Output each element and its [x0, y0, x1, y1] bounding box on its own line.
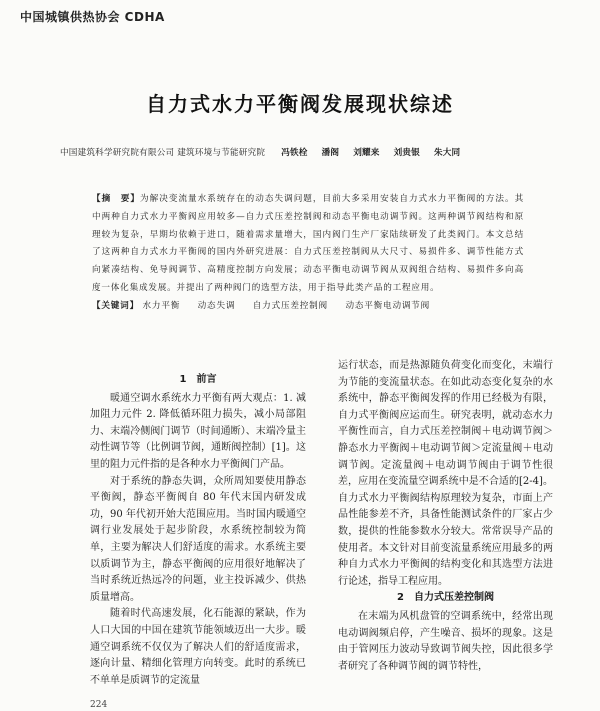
affiliation: 中国建筑科学研究院有限公司 建筑环境与节能研究院	[60, 148, 266, 158]
keywords-label: 【关键词】	[92, 300, 139, 311]
paragraph: 对于系统的静态失调，众所周知要使用静态平衡阀，静态平衡阀自 80 年代末国内研发成功，90 年代初开始大范围应用。当时国内暖通空调行业发展处于起步阶段，水系统控制较为简单，主要为解决人们舒适度的需求。水系统主要以质调节为主，静态平衡阀的应用很好地解决了当时系统近热远冷的问题，业主投诉减少、供热质量增高。	[90, 475, 306, 603]
author-name: 刘贵银	[393, 148, 420, 158]
paragraph: 暖通空调水系统水力平衡有两大观点：1. 减加阻力元件 2. 降低循环阻力损失，减小局部阻力、末端冷侧阀门调节（时间通断）、末端冷量主动性调节等（比例调节阀，通断阀控制）[1]。这里的阻力元件指的是各种水力平衡阀门产品。	[90, 392, 306, 470]
paragraph: 运行状态，而是热源随负荷变化而变化，末端行为节能的变流量状态。在如此动态变化复杂的水系统中，静态平衡阀发挥的作用已经极为有限，自力式平衡阀应运而生。研究表明，就动态水力平衡性而言，自力式压差控制阀＋电动调节阀＞静态水力平衡阀＋电动调节阀＞定流量阀＋电动调节阀。定流量阀＋电动调节阀由于调节性很差，应用在变流量空调系统中是不合适的[2-4]。自力式水力平衡阀结构原理较为复杂，市面上产品性能参差不齐，具备性能测试条件的厂家占少数，提供的性能参数水分较大。常常误导产品的使用者。本文针对目前变流量系统应用最多的两种自力式水力平衡阀的结构变化和其选型方法进行论述，指导工程应用。	[338, 360, 553, 587]
author-name: 冯铁栓	[281, 148, 308, 158]
keyword: 动态平衡电动调节阀	[345, 300, 431, 311]
keyword: 动态失调	[197, 300, 236, 311]
abstract-label: 【摘 要】	[92, 194, 141, 204]
author-name: 朱大同	[433, 148, 461, 158]
header-org: 中国城镇供热协会 CDHA	[20, 10, 165, 24]
keyword: 水力平衡	[142, 300, 181, 311]
keywords	[92, 298, 524, 316]
abstract-text: 为解决变流量水系统存在的动态失调问题，目前大多采用安装自力式水力平衡阀的方法。其中两种自力式水力平衡阀应用较多—自力式压差控制阀和动态平衡电动调节阀。这两种调节阀结构和原理较为复杂，早期均依赖于进口，随着需求量增大，国内阀门生产厂家陆续研发了此类阀门。本文总结了这两种自力式水力平衡阀的国内外研究进展：自力式压差控制阀从大尺寸、易损件多、调节性能方式向紧凑结构、免导阀调节、高精度控制方向发展；动态平衡电动调节阀从双阀组合结构、易损件多向高度一体化集成发展。并提出了两种阀门的选型方法，用于指导此类产品的工程应用。	[92, 194, 524, 293]
abstract-block	[92, 191, 524, 316]
section-heading: 1 前言	[179, 374, 217, 385]
paragraph: 在末端为风机盘管的空调系统中，经常出现电动调阀频启停，产生噪音、损坏的现象。这是由于管网压力波动导致调节阀失控，因此很多学者研究了各种调节阀的调节特性，	[338, 610, 553, 672]
author-line	[60, 146, 570, 158]
author-names	[281, 146, 460, 158]
author-name: 潘阁	[321, 148, 340, 158]
left-column	[90, 372, 306, 689]
section-heading: 2 自力式压差控制阀	[397, 592, 494, 604]
keyword: 自力式压差控制阀	[252, 300, 328, 311]
paragraph: 随着时代高速发展，化石能源的紧缺，作为人口大国的中国在建筑节能领域迈出一大步。暖通空调系统不仅仅为了解决人们的舒适度需求，逐向计量、精细化管理方向转变。此时的系统已不单单是质调节的定流量	[90, 608, 306, 686]
page-number: 224	[90, 700, 108, 710]
page-title: 自力式水力平衡阀发展现状综述	[146, 92, 454, 116]
author-name: 刘耀来	[353, 148, 380, 158]
right-column	[338, 358, 553, 675]
